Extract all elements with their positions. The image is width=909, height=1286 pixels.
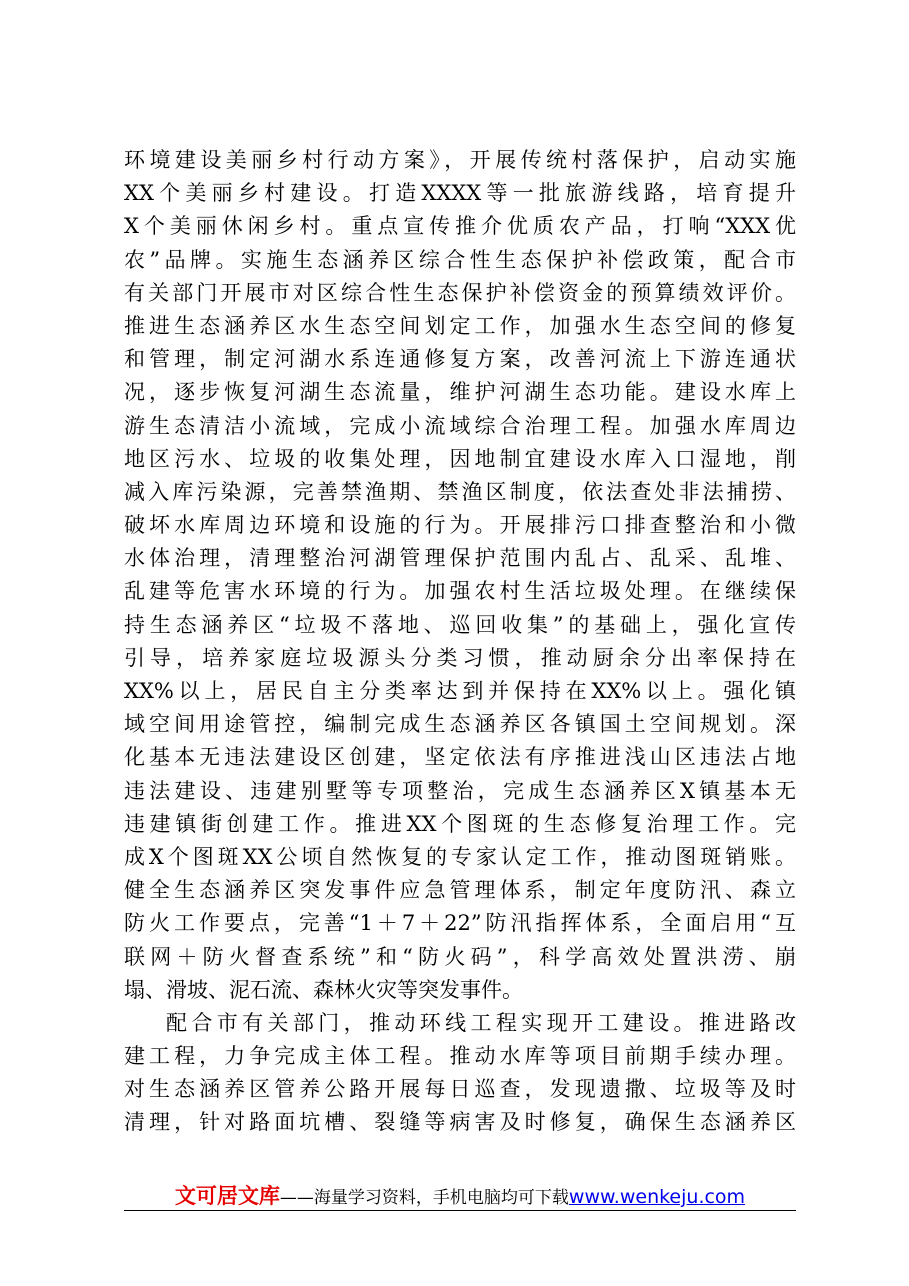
text-line: 游生态清洁小流域，完成小流域综合治理工程。加强水库周边 [124, 413, 796, 438]
text-line: 地区污水、垃圾的收集处理，因地制宜建设水库入口湿地，削 [124, 446, 796, 471]
text-line: 建工程，力争完成主体工程。推动水库等项目前期手续办理。 [124, 1044, 796, 1069]
text-line: 化基本无违法建设区创建，坚定依法有序推进浅山区违法占地 [124, 745, 796, 770]
footer-tagline: ——海量学习资料，手机电脑均可下载 [279, 1188, 569, 1208]
text-line: 减入库污染源，完善禁渔期、禁渔区制度，依法查处非法捕捞、 [124, 479, 796, 504]
text-line: XX个美丽乡村建设。打造XXXX等一批旅游线路，培育提升 [124, 181, 796, 206]
text-line: 清理，针对路面坑槽、裂缝等病害及时修复，确保生态涵养区 [124, 1110, 796, 1135]
text-line: 防火工作要点，完善“1＋7＋22”防汛指挥体系，全面启用“互 [124, 911, 796, 936]
text-line: 配合市有关部门，推动环线工程实现开工建设。推进路改 [166, 1010, 796, 1035]
text-line: 联网＋防火督查系统”和“防火码”，科学高效处置洪涝、崩 [124, 944, 796, 969]
text-line: 成X个图斑XX公顷自然恢复的专家认定工作，推动图斑销账。 [124, 844, 796, 869]
text-line: 乱建等危害水环境的行为。加强农村生活垃圾处理。在继续保 [124, 579, 796, 604]
text-line: 和管理，制定河湖水系连通修复方案，改善河流上下游连通状 [124, 347, 796, 372]
text-line: 有关部门开展市对区综合性生态保护补偿资金的预算绩效评价。 [124, 280, 796, 305]
text-line: 健全生态涵养区突发事件应急管理体系，制定年度防汛、森立 [124, 878, 796, 903]
paragraph [124, 1007, 796, 1140]
footer-banner [124, 1180, 796, 1214]
text-line: 环境建设美丽乡村行动方案》，开展传统村落保护，启动实施 [124, 148, 796, 172]
text-line: 对生态涵养区管养公路开展每日巡查，发现遗撒、垃圾等及时 [124, 1077, 796, 1102]
footer-divider [124, 1210, 796, 1211]
footer-link[interactable]: www.wenkeju.com [568, 1186, 746, 1208]
text-line: 持生态涵养区“垃圾不落地、巡回收集”的基础上，强化宣传 [124, 612, 796, 637]
text-line: 域空间用途管控，编制完成生态涵养区各镇国土空间规划。深 [124, 712, 796, 737]
paragraph [124, 144, 796, 1007]
footer-brand: 文可居文库 [174, 1184, 280, 1208]
document-body [124, 144, 796, 1140]
text-line: XX%以上，居民自主分类率达到并保持在XX%以上。强化镇 [124, 679, 796, 703]
text-line: 引导，培养家庭垃圾源头分类习惯，推动厨余分出率保持在 [124, 645, 796, 670]
text-line: 违法建设、违建别墅等专项整治，完成生态涵养区X镇基本无 [124, 778, 796, 803]
text-line: 推进生态涵养区水生态空间划定工作，加强水生态空间的修复 [124, 313, 796, 338]
text-line: 违建镇街创建工作。推进XX个图斑的生态修复治理工作。完 [124, 811, 796, 836]
text-line: 塌、滑坡、泥石流、森林火灾等突发事件。 [124, 977, 523, 1002]
text-line: X个美丽休闲乡村。重点宣传推介优质农产品，打响“XXX优 [124, 214, 796, 239]
text-line: 况，逐步恢复河湖生态流量，维护河湖生态功能。建设水库上 [124, 380, 796, 405]
text-line: 破坏水库周边环境和设施的行为。开展排污口排查整治和小微 [124, 513, 796, 538]
text-line: 农”品牌。实施生态涵养区综合性生态保护补偿政策，配合市 [124, 247, 796, 272]
text-line: 水体治理，清理整治河湖管理保护范围内乱占、乱采、乱堆、 [124, 546, 796, 571]
